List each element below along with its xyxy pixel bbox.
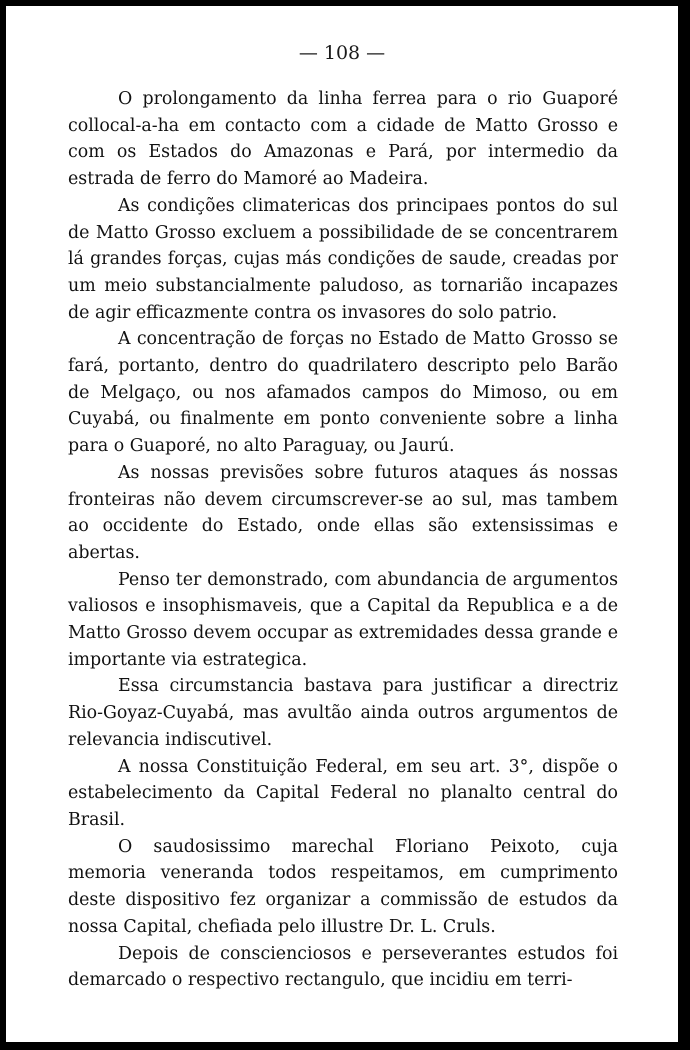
paragraph-1: O prolongamento da linha ferrea para o rio Guaporé collocal-a-ha em contacto com a cidade de Matto Grosso e com os Estados do Amazonas e Pará, por intermedio da estrada de ferro do Mamoré ao Madeira. bbox=[68, 89, 618, 190]
paragraph-6: Essa circumstancia bastava para justificar a directriz Rio-Goyaz-Cuyabá, mas avultão ainda outros argumentos de relevancia indiscutivel. bbox=[68, 676, 618, 750]
paragraph-9: Depois de conscienciosos e perseverantes estudos foi demarcado o respectivo rectangulo, que incidiu em terri- bbox=[68, 943, 618, 991]
paragraph-3: A concentração de forças no Estado de Matto Grosso se fará, portanto, dentro do quadrilatero descripto pelo Barão de Melgaço, ou nos afamados campos do Mimoso, ou em Cuyabá, ou finalmente em ponto conveniente sobre a linha para o Guaporé, no alto Paraguay, ou Jaurú. bbox=[68, 329, 618, 457]
paragraph-5: Penso ter demonstrado, com abundancia de argumentos valiosos e insophismaveis, que a Capital da Republica e a de Matto Grosso devem occupar as extremidades dessa grande e importante via estrategica. bbox=[68, 569, 618, 670]
paragraph-2: As condições climatericas dos principaes pontos do sul de Matto Grosso excluem a possibilidade de se concentrarem lá grandes forças, cujas más condições de saude, creadas por um meio substancialmente paludoso, as tornarião incapazes de agir efficazmente contra os invasores do solo patrio. bbox=[68, 195, 618, 323]
paragraph-4: As nossas previsões sobre futuros ataques ás nossas fronteiras não devem circumscrever-se ao sul, mas tambem ao occidente do Estado, onde ellas são extensissimas e abertas. bbox=[68, 462, 618, 563]
paragraph-8: O saudosissimo marechal Floriano Peixoto, cuja memoria veneranda todos respeitamos, em cumprimento deste dispositivo fez organizar a commissão de estudos da nossa Capital, chefiada pelo illustre Dr. L. Cruls. bbox=[68, 836, 618, 937]
page-number: — 108 — bbox=[298, 42, 386, 64]
paragraph-7: A nossa Constituição Federal, em seu art. 3°, dispõe o estabelecimento da Capital Federal no planalto central do Brasil. bbox=[68, 756, 618, 830]
book-page bbox=[6, 6, 678, 1042]
page-text-body bbox=[68, 86, 618, 994]
